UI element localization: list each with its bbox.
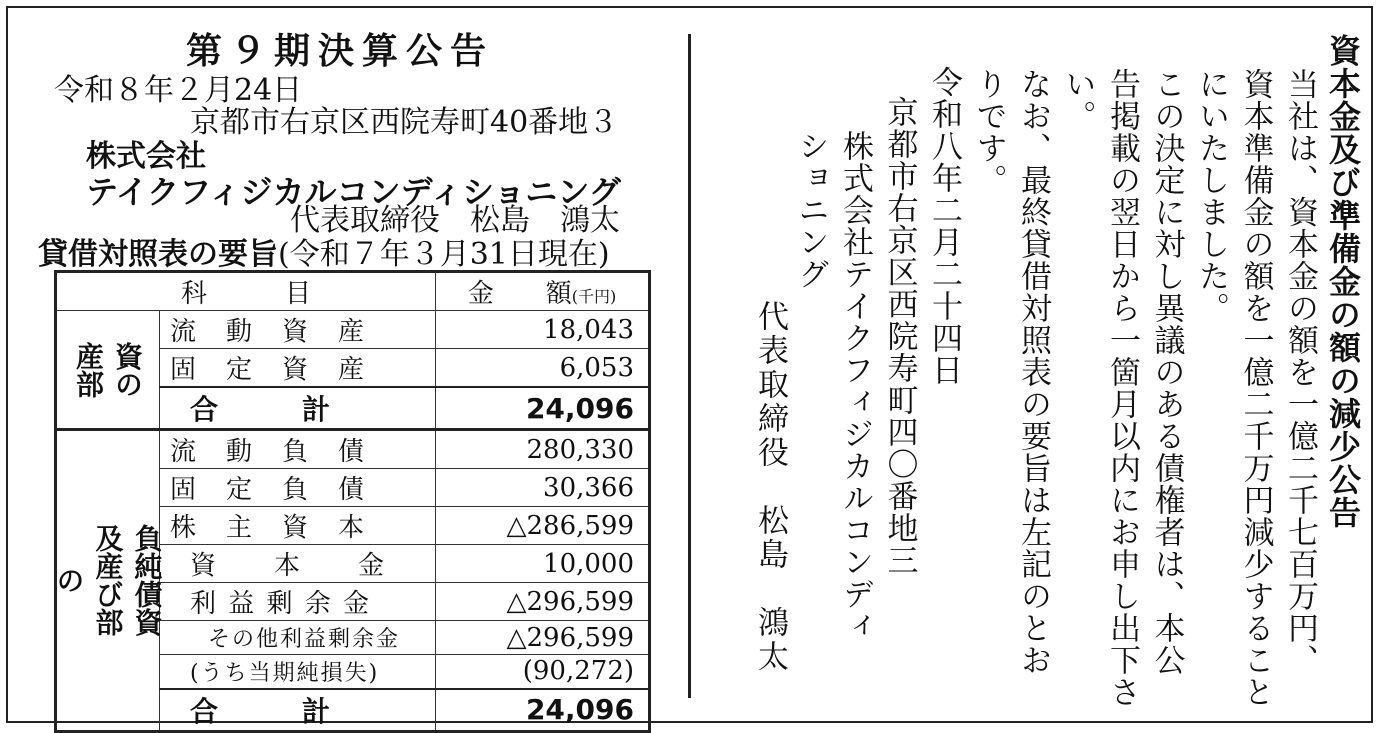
notice-column: 令和八年二月二十四日 (926, 66, 962, 386)
row-label: 株 主 資 本 (160, 507, 436, 545)
header-amount-label: 金 額 (467, 279, 572, 309)
group-label-column: 負純債資 (130, 524, 164, 637)
row-label: 流 動 資 産 (160, 311, 436, 349)
row-label: (うち当期純損失) (160, 655, 436, 689)
row-value: △296,599 (436, 621, 650, 655)
balance-sheet-title: 貸借対照表の要旨 (38, 237, 278, 272)
row-label: 固 定 負 債 (160, 469, 436, 507)
liabilities-group-label (52, 430, 164, 732)
assets-group-text (57, 342, 159, 398)
company-address: 京都市右京区西院寿町40番地３ (190, 105, 619, 140)
notice-column: ショニング (792, 130, 829, 290)
table-header-row (56, 272, 650, 311)
table-row (56, 311, 650, 349)
balance-sheet-table (54, 270, 651, 733)
table-row (56, 430, 650, 469)
assets-group-label (56, 311, 160, 430)
notice-column: 当社は、資本金の額を一億二千七百万円、 (1282, 68, 1318, 676)
liabilities-total-label: 合 計 (160, 689, 436, 732)
group-label-column: 産部 (72, 341, 105, 398)
header-item: 科 目 (56, 272, 436, 311)
assets-total-value: 24,096 (436, 387, 650, 430)
notice-column: 京都市右京区西院寿町四〇番地三 (881, 96, 918, 576)
row-label: 利 益 剰 余 金 (160, 583, 436, 621)
group-label-column: 資の (111, 341, 144, 398)
notice-column: にいたしました。 (1193, 68, 1229, 324)
row-label: 固 定 資 産 (160, 349, 436, 388)
group-label-column: の (52, 566, 86, 595)
row-label: 資 本 金 (160, 545, 436, 583)
row-value: 6,053 (436, 349, 650, 388)
row-value: 30,366 (436, 469, 650, 507)
statement-title: 第９期決算公告 (185, 31, 494, 72)
representative-name: 代表取締役 松島 鴻太 (290, 203, 620, 238)
row-value: 18,043 (436, 311, 650, 349)
company-name-line1: 株式会社 (86, 139, 206, 174)
notice-column: りです。 (970, 68, 1007, 196)
notice-column: 株式会社テイクフィジカルコンディ (837, 130, 873, 642)
liabilities-total-value: 24,096 (436, 689, 650, 732)
capital-reduction-title: 資本金及び準備金の額の減少公告 (1324, 34, 1362, 529)
notice-column: い。 (1059, 68, 1096, 132)
notice-column: なお、最終貸借対照表の要旨は左記のとお (1015, 68, 1051, 676)
notice-column: 代表取締役 松島 鴻太 (752, 300, 788, 674)
row-value: △296,599 (436, 583, 650, 621)
notice-column: この決定に対し異議のある債権者は、本公 (1148, 68, 1185, 676)
liabilities-group-text (52, 524, 164, 637)
group-label-column: 及産び部 (91, 524, 125, 637)
assets-total-label: 合 計 (160, 387, 436, 430)
row-label: その他利益剰余金 (160, 621, 436, 655)
balance-sheet-heading (38, 237, 610, 272)
company-name-line2: テイクフィジカルコンディショニング (86, 173, 621, 211)
header-amount (436, 272, 650, 311)
row-label: 流 動 負 債 (160, 430, 436, 469)
row-value: 280,330 (436, 430, 650, 469)
notice-column: 告掲載の翌日から一箇月以内にお申し出下さ (1104, 68, 1140, 708)
statement-date: 令和８年２月24日 (54, 73, 303, 108)
balance-sheet-date: (令和７年３月31日現在) (278, 237, 610, 272)
header-unit: (千円) (571, 287, 617, 306)
column-divider (688, 34, 691, 698)
row-value: (90,272) (436, 655, 650, 689)
notice-column: 資本準備金の額を一億二千万円減少すること (1237, 68, 1274, 708)
row-value: 10,000 (436, 545, 650, 583)
row-value: △286,599 (436, 507, 650, 545)
